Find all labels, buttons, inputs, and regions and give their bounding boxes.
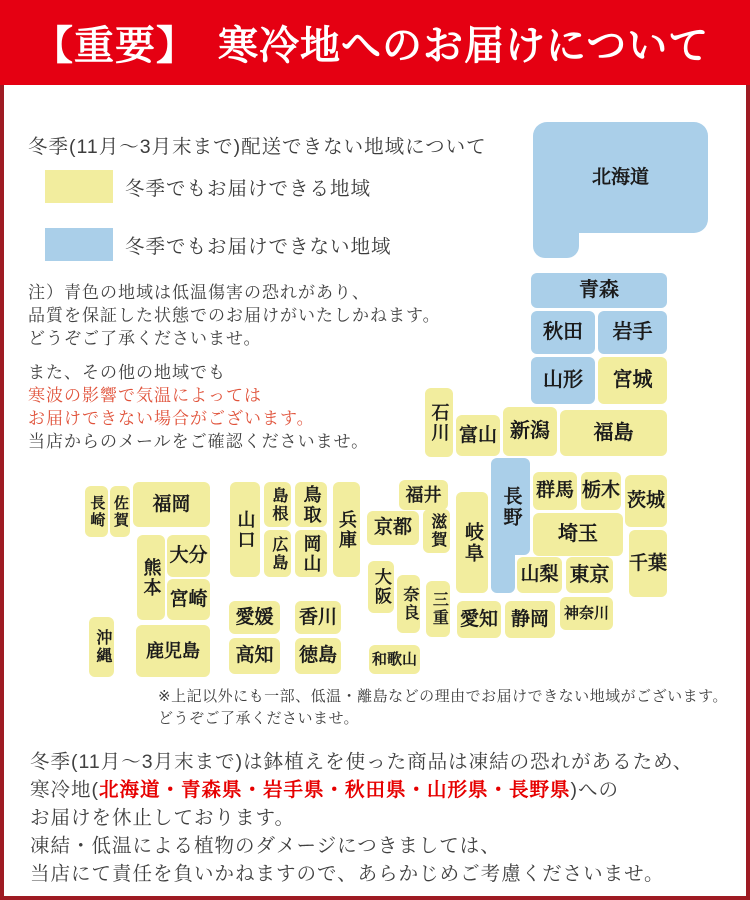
map-region-gunma [533, 472, 577, 510]
map-region-label: 富山 [458, 424, 497, 446]
map-region-ishikawa [425, 388, 453, 457]
map-region-label: 静岡 [510, 608, 549, 630]
map-region-label: 三重 [430, 591, 448, 627]
map-region-label: 大分 [169, 545, 208, 567]
map-region-ibaraki [625, 475, 667, 527]
map-region-label: 鳥取 [301, 484, 322, 525]
map-region-fukui [399, 480, 448, 510]
map-region-kumamoto [137, 535, 165, 620]
map-region-label: 山口 [235, 509, 256, 550]
map-region-nara [397, 575, 420, 633]
map-region-kagawa [295, 601, 341, 634]
note-line: 注）青色の地域は低温傷害の恐れがあり、 [28, 283, 370, 302]
map-region-aomori [531, 273, 667, 308]
map-region-label: 新潟 [510, 420, 550, 442]
map-region-ehime [229, 601, 280, 634]
map-region-hokkaido-foot [533, 203, 579, 258]
note-line: 品質を保証した状態でのお届けがいたしかねます。 [28, 306, 441, 325]
map-region-label: 青森 [579, 279, 619, 301]
map-region-label: 高知 [235, 645, 274, 667]
map-region-label: 埼玉 [558, 523, 598, 545]
map-region-label: 沖縄 [93, 629, 111, 665]
map-region-nagano [491, 458, 530, 555]
map-region-label: 兵庫 [336, 509, 357, 550]
map-region-nagasaki [85, 486, 108, 537]
map-region-tottori [295, 482, 327, 527]
map-region-niigata [503, 407, 557, 456]
map-region-label: 香川 [298, 606, 337, 628]
map-region-label: 京都 [373, 517, 412, 539]
frame-border-bottom [0, 896, 750, 900]
map-region-shiga [423, 509, 450, 553]
map-region-yamagata [531, 357, 595, 404]
footer-text: 冬季(11月～3月末まで)は鉢植えを使った商品は凍結の恐れがあるため、 [30, 751, 694, 773]
map-region-shizuoka [505, 601, 555, 638]
map-region-kanagawa [560, 597, 613, 630]
map-region-osaka [368, 561, 394, 613]
map-region-okinawa [89, 617, 114, 677]
frame-border-right [746, 0, 750, 900]
map-region-label: 栃木 [581, 480, 620, 502]
cold-region-list: 北海道・青森県・岩手県・秋田県・山形県・長野県 [99, 779, 571, 801]
map-region-fukushima [560, 410, 667, 456]
map-region-oita [167, 535, 210, 577]
map-region-label: 愛媛 [235, 606, 274, 628]
footer-text: )への [570, 779, 620, 801]
map-region-gifu [456, 492, 488, 593]
map-region-toyama [456, 415, 500, 456]
footer-text: 当店にて責任を負いかねますので、あらかじめご考慮くださいませ。 [30, 863, 665, 885]
map-region-tokyo [566, 557, 613, 593]
map-region-label: 群馬 [535, 480, 574, 502]
map-region-iwate [598, 311, 667, 354]
map-region-label: 長野 [500, 485, 522, 528]
map-region-label: 佐賀 [111, 494, 129, 529]
map-region-label: 秋田 [543, 321, 583, 343]
map-region-yamanashi [517, 557, 562, 593]
map-region-label: 山形 [543, 369, 583, 391]
map-footnote-line: どうぞご了承くださいませ。 [158, 710, 360, 727]
map-region-label: 福岡 [152, 493, 191, 515]
map-region-label: 滋賀 [428, 513, 446, 549]
map-region-label: 千葉 [629, 552, 668, 574]
note-line: お届けできない場合がございます。 [28, 409, 315, 428]
map-region-fukuoka [133, 482, 210, 527]
map-region-kochi [229, 638, 280, 674]
map-region-label: 岩手 [612, 321, 653, 343]
map-region-wakayama [369, 645, 420, 674]
note-line: また、その他の地域でも [28, 363, 226, 382]
map-region-yamaguchi [230, 482, 260, 577]
map-region-label: 愛知 [459, 608, 498, 630]
note-line: 当店からのメールをご確認くださいませ。 [28, 432, 370, 451]
map-region-label: 奈良 [400, 586, 418, 622]
footer-text: お届けを休止しております。 [30, 807, 295, 829]
map-region-label: 岐阜 [461, 521, 483, 564]
map-region-shimane [264, 482, 291, 527]
map-region-label: 神奈川 [563, 604, 609, 622]
map-region-tochigi [581, 472, 621, 510]
map-region-kagoshima [136, 625, 210, 677]
map-region-miyagi [598, 357, 667, 404]
frame-border-left [0, 0, 4, 900]
map-region-label: 長崎 [88, 494, 106, 529]
intro-heading: 冬季(11月～3月末まで)配送できない地域について [28, 136, 487, 158]
map-region-saitama [533, 513, 623, 556]
map-region-label: 福井 [405, 484, 442, 505]
map-region-saga [110, 486, 130, 537]
map-region-okayama [295, 530, 327, 577]
map-region-akita [531, 311, 595, 354]
map-region-miyazaki [167, 579, 210, 620]
map-region-label: 石川 [429, 402, 450, 443]
map-region-label: 大阪 [371, 568, 391, 606]
map-region-label: 山梨 [520, 564, 559, 586]
map-region-label: 岡山 [301, 533, 322, 574]
legend-label-not-deliverable: 冬季でもお届けできない地域 [125, 235, 392, 258]
map-region-label: 広島 [269, 535, 287, 572]
map-region-label: 福島 [593, 421, 634, 444]
note-line: どうぞご了承くださいませ。 [28, 329, 262, 348]
map-region-aichi [457, 601, 501, 638]
legend-label-deliverable: 冬季でもお届けできる地域 [125, 177, 372, 200]
map-region-label: 茨城 [626, 490, 665, 512]
map-region-label: 徳島 [298, 645, 337, 667]
map-region-hiroshima [264, 530, 291, 577]
map-region-label: 鹿児島 [146, 640, 200, 661]
map-region-hyogo [333, 482, 360, 577]
map-region-label: 東京 [569, 563, 610, 586]
page-title-banner [0, 0, 750, 85]
map-region-mie [426, 581, 450, 637]
map-region-label: 北海道 [591, 166, 649, 188]
note-line: 寒波の影響で気温によっては [28, 386, 262, 405]
map-region-tokushima [295, 638, 341, 674]
map-region-label: 島根 [269, 486, 287, 523]
map-region-nagano-tail [491, 545, 515, 593]
map-region-label: 宮城 [612, 369, 653, 391]
page-title: 【重要】 寒冷地へのお届けについて [33, 24, 710, 68]
map-footnote-line: ※上記以外にも一部、低温・離島などの理由でお届けできない地域がございます。 [158, 688, 728, 705]
map-region-chiba [629, 530, 667, 597]
map-region-label: 熊本 [141, 557, 162, 598]
footer-text: 凍結・低温による植物のダメージにつきましては、 [30, 835, 501, 857]
footer-text: 寒冷地( [30, 779, 99, 801]
map-region-label: 宮崎 [169, 588, 208, 610]
map-region-kyoto [367, 511, 419, 545]
map-region-label: 和歌山 [371, 650, 417, 668]
